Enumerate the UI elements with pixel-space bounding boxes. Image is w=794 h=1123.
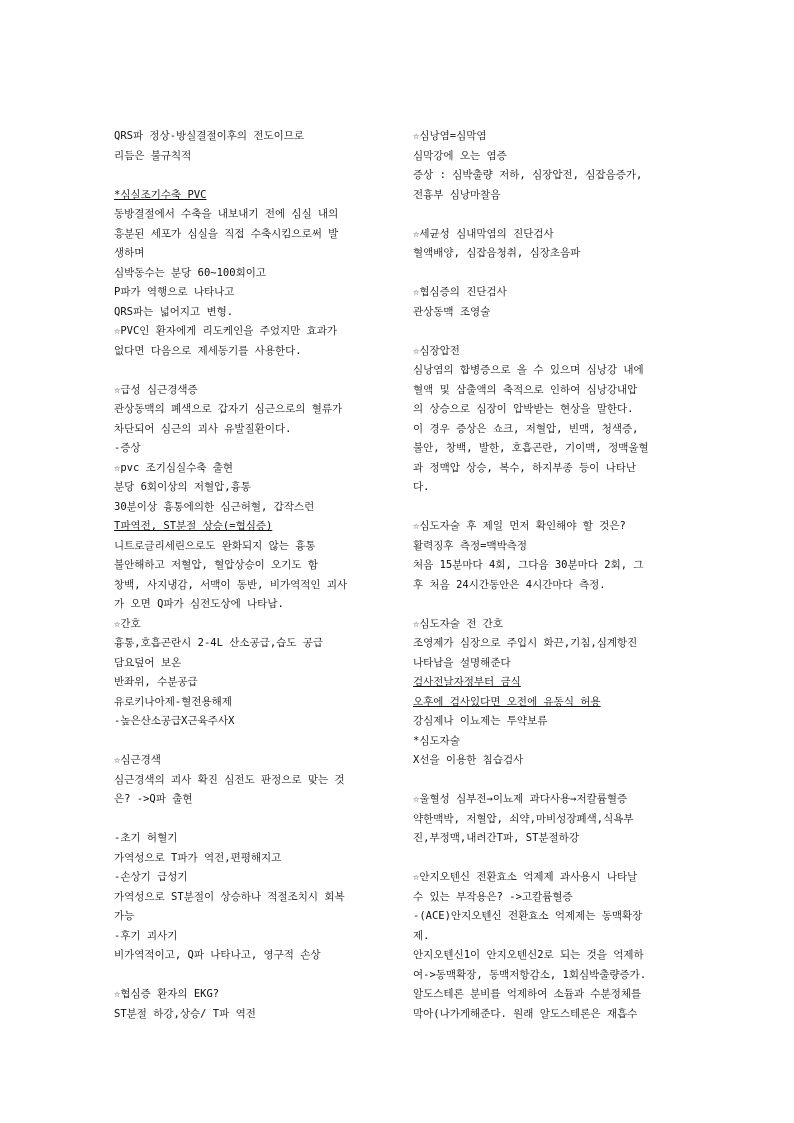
text-line: 처음 15분마다 4회, 그다음 30분마다 2회, 그 <box>413 559 644 571</box>
text-line: -증상 <box>114 442 141 454</box>
text-line: P파가 역행으로 나타나고 <box>114 286 235 298</box>
text-line: 이 경우 증상은 쇼크, 저혈압, 빈맥, 청색증, <box>413 422 639 435</box>
blank-line <box>114 166 384 186</box>
text-line: 가능 <box>114 910 135 922</box>
text-line: 심근경색의 괴사 확진 심전도 판정으로 맞는 것 <box>114 773 345 786</box>
text-line: 과 정맥압 상승, 복수, 하지부종 등이 나타난 <box>413 461 637 474</box>
text-line: 혈액배양, 심잡음청취, 심장초음파 <box>413 247 581 259</box>
text-line: ST분절 하강,상승/ T파 역전 <box>114 1007 256 1020</box>
text-line: ☆심도자술 전 간호 <box>413 617 503 630</box>
text-line: 관상동맥의 폐색으로 갑자기 심근으로의 혈류가 <box>114 403 343 415</box>
text-line: QRS파 정상-방실결절이후의 전도이므로 <box>114 130 305 142</box>
blank-line <box>114 966 384 986</box>
text-line: X선을 이용한 침습검사 <box>413 754 524 766</box>
text-line: 나타남을 설명해준다 <box>413 656 511 669</box>
text-line: 가역성으로 ST분절이 상승하나 적절조치시 회복 <box>114 890 345 903</box>
text-line: ☆심낭염=심막염 <box>413 130 487 142</box>
text-line: 혈액 및 삼출액의 축적으로 인하여 심낭강내압 <box>413 383 638 396</box>
text-line: ☆심장압전 <box>413 344 460 357</box>
text-line: 심낭염의 합병증으로 올 수 있으며 심낭강 내에 <box>413 364 644 376</box>
text-line: 흉통,호흡곤란시 2-4L 산소공급,습도 공급 <box>114 637 324 649</box>
text-line: 비가역적이고, Q파 나타나고, 영구적 손상 <box>114 949 321 961</box>
text-line: 약한맥박, 저혈압, 쇠약,마비성장폐색,식욕부 <box>413 812 634 825</box>
text-line: 가 오면 Q파가 심전도상에 나타남. <box>114 598 284 610</box>
blank-line <box>413 498 683 518</box>
text-line: ☆pvc 조기심실수축 출현 <box>114 461 234 474</box>
text-line: 없다면 다음으로 제세동기를 사용한다. <box>114 344 302 357</box>
text-line: 진,부정맥,내려간T파, ST분절하강 <box>413 832 579 844</box>
text-line: ☆협심증 환자의 EKG? <box>114 988 220 1000</box>
text-line: 활력징후 측정=맥박측정 <box>413 539 528 552</box>
text-line: 불안, 창백, 발한, 호흡곤란, 기이맥, 정맥울혈 <box>413 442 649 454</box>
text-line: ☆간호 <box>114 617 141 630</box>
right-text-column <box>413 127 683 1024</box>
text-line: ☆안지오텐신 전환효소 억제제 과사용시 나타날 <box>413 871 638 883</box>
blank-line <box>413 264 683 284</box>
text-line: 조영제가 심장으로 주입시 화끈,기침,심계항진 <box>413 637 638 649</box>
left-text-column <box>114 127 384 1024</box>
text-line: 반좌위, 수분공급 <box>114 676 198 688</box>
text-line: 후 처음 24시간동안은 4시간마다 측정. <box>413 578 606 591</box>
blank-line <box>413 205 683 225</box>
text-line: 여->동맥확장, 동맥저항감소, 1회심박출량증가. <box>413 968 647 981</box>
text-line: 다. <box>413 481 430 493</box>
text-line: 유로키나아제-혈전용해제 <box>114 695 232 708</box>
text-line: 흥분된 세포가 심실을 직접 수축시킴으로써 발 <box>114 227 339 240</box>
text-line: 차단되어 심근의 괴사 유발질환이다. <box>114 422 292 435</box>
text-line: 오후에 검사있다면 오전에 유동식 허용 <box>413 695 601 708</box>
text-line: 심박동수는 분당 60~100회이고 <box>114 266 267 279</box>
text-line: 심막강에 오는 염증 <box>413 149 507 162</box>
blank-line <box>114 732 384 752</box>
blank-line <box>114 810 384 830</box>
blank-line <box>413 595 683 615</box>
text-line: 니트로글리세린으로도 완화되지 않는 흉통 <box>114 539 316 552</box>
text-line: 담요덮어 보온 <box>114 656 182 669</box>
blank-line <box>413 849 683 869</box>
text-line: -높은산소공급X근육주사X <box>114 715 235 727</box>
text-line: QRS파는 넓어지고 변형. <box>114 305 234 318</box>
text-line: ☆울혈성 심부전→이뇨제 과다사용→저칼륨혈증 <box>413 793 628 805</box>
text-line: ☆급성 심근경색증 <box>114 383 198 396</box>
text-line: 생하며 <box>114 247 145 259</box>
text-line: ☆심근경색 <box>114 754 161 766</box>
text-line: -손상기 급성기 <box>114 871 188 883</box>
blank-line <box>413 771 683 791</box>
text-line: *심도자술 <box>413 734 460 747</box>
text-line: 수 있는 부작용은? ->고칼륨혈증 <box>413 890 573 903</box>
text-line: 은? ->Q파 출현 <box>114 793 193 805</box>
text-line: 분당 6회이상의 저혈압,흉통 <box>114 481 251 493</box>
text-line: T파역전, ST분절 상승(=협심증) <box>114 520 273 532</box>
text-line: 의 상승으로 심장이 압박받는 현상을 말한다. <box>413 403 634 415</box>
text-line: -후기 괴사기 <box>114 929 178 942</box>
text-line: 안지오텐신1이 안지오텐신2로 되는 것을 억제하 <box>413 949 644 961</box>
text-line: 전흉부 심낭마찰음 <box>413 188 501 201</box>
text-line: ☆세균성 심내막염의 진단검사 <box>413 227 554 240</box>
text-line: 제. <box>413 929 430 942</box>
text-line: -(ACE)안지오텐신 전환효소 억제제는 동맥확장 <box>413 910 643 922</box>
text-line: 막아(나가게해준다. 원래 알도스테론은 재흡수 <box>413 1007 638 1020</box>
text-line: 30분이상 흉통에의한 심근허혈, 갑작스런 <box>114 500 315 513</box>
text-line: 검사전날자정부터 금식 <box>413 676 521 688</box>
text-line: *심실조기수축 PVC <box>114 188 207 201</box>
text-line: -초기 허혈기 <box>114 832 178 844</box>
text-line: 불안해하고 저혈압, 혈압상승이 오기도 함 <box>114 559 319 571</box>
blank-line <box>114 361 384 381</box>
text-line: ☆심도자술 후 제일 먼저 확인해야 할 것은? <box>413 520 626 532</box>
text-line: 창백, 사지냉감, 서맥이 동반, 비가역적인 괴사 <box>114 578 348 591</box>
text-line: ☆PVC인 환자에게 리도케인을 주었지만 효과가 <box>114 325 338 337</box>
blank-line <box>413 322 683 342</box>
text-line: 강심제나 이뇨제는 투약보류 <box>413 715 548 727</box>
text-line: 리듬은 불규칙적 <box>114 149 192 162</box>
text-line: 관상동맥 조영술 <box>413 305 491 318</box>
text-line: 알도스테론 분비를 억제하여 소듐과 수분정체를 <box>413 988 642 1000</box>
text-line: ☆협심증의 진단검사 <box>413 286 507 298</box>
text-line: 증상 : 심박출량 저하, 심장압전, 심잡음증가, <box>413 169 643 181</box>
text-line: 가역성으로 T파가 역전,편평해지고 <box>114 851 282 864</box>
text-line: 동방결절에서 수축을 내보내기 전에 심실 내의 <box>114 208 339 220</box>
